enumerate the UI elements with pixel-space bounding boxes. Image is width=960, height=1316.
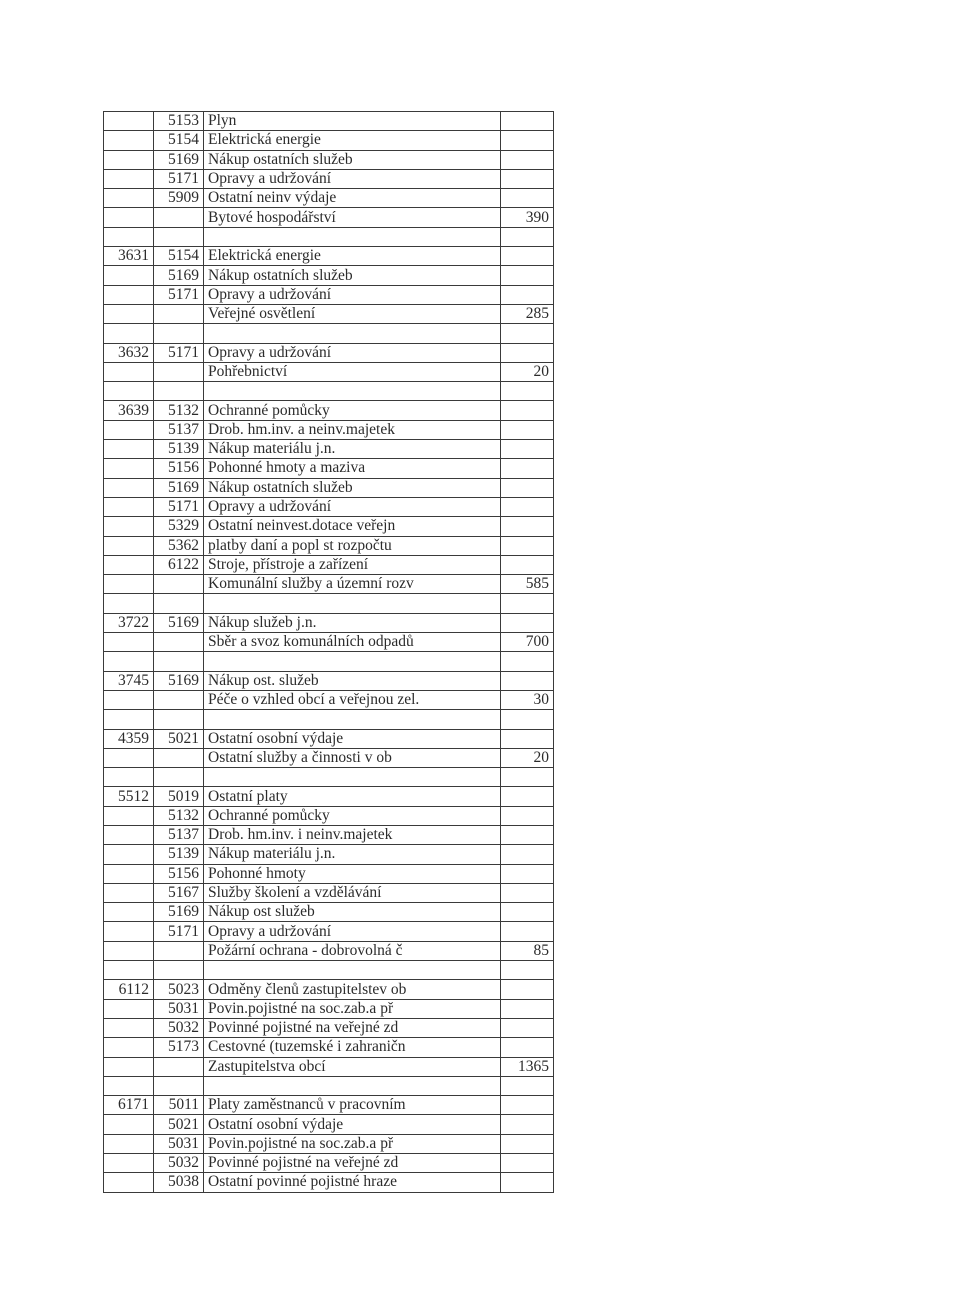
description-cell: Nákup ostatních služeb	[204, 478, 501, 497]
table-row	[104, 208, 554, 227]
table-row	[104, 189, 554, 208]
description-cell: Sběr a svoz komunálních odpadů	[204, 633, 501, 652]
description-cell: Povinné pojistné na veřejné zd	[204, 1154, 501, 1173]
description-cell: Drob. hm.inv. i neinv.majetek	[204, 825, 501, 844]
amount-cell	[501, 787, 554, 806]
table-row	[104, 845, 554, 864]
paragraph-cell	[104, 961, 154, 980]
table-row	[104, 1134, 554, 1153]
table-row	[104, 1076, 554, 1095]
item-code-cell: 5154	[154, 247, 204, 266]
amount-cell	[501, 497, 554, 516]
description-cell: Ostatní osobní výdaje	[204, 729, 501, 748]
item-code-cell: 5023	[154, 980, 204, 999]
paragraph-cell	[104, 555, 154, 574]
description-cell: Nákup ost služeb	[204, 903, 501, 922]
amount-cell	[501, 150, 554, 169]
table-row	[104, 671, 554, 690]
amount-cell	[501, 594, 554, 613]
description-cell: Opravy a udržování	[204, 922, 501, 941]
amount-cell	[501, 903, 554, 922]
description-cell: Nákup ost. služeb	[204, 671, 501, 690]
paragraph-cell: 5512	[104, 787, 154, 806]
description-cell: Elektrická energie	[204, 247, 501, 266]
item-code-cell: 5132	[154, 806, 204, 825]
paragraph-cell	[104, 266, 154, 285]
paragraph-cell	[104, 652, 154, 671]
paragraph-cell	[104, 575, 154, 594]
item-code-cell: 5032	[154, 1018, 204, 1037]
description-cell: Služby školení a vzdělávání	[204, 883, 501, 902]
description-cell: Povin.pojistné na soc.zab.a př	[204, 1134, 501, 1153]
item-code-cell: 5169	[154, 478, 204, 497]
paragraph-cell	[104, 633, 154, 652]
paragraph-cell	[104, 227, 154, 246]
table-row	[104, 1096, 554, 1115]
paragraph-cell	[104, 999, 154, 1018]
item-code-cell: 5153	[154, 112, 204, 131]
description-cell: Opravy a udržování	[204, 343, 501, 362]
description-cell: Ostatní služby a činnosti v ob	[204, 748, 501, 767]
amount-cell	[501, 961, 554, 980]
item-code-cell: 5031	[154, 1134, 204, 1153]
table-row	[104, 112, 554, 131]
table-row	[104, 266, 554, 285]
description-cell: platby daní a popl st rozpočtu	[204, 536, 501, 555]
description-cell: Ostatní neinvest.dotace veřejn	[204, 517, 501, 536]
paragraph-cell	[104, 1038, 154, 1057]
table-row	[104, 961, 554, 980]
table-row	[104, 652, 554, 671]
item-code-cell: 5137	[154, 825, 204, 844]
item-code-cell	[154, 304, 204, 323]
item-code-cell: 5032	[154, 1154, 204, 1173]
amount-cell	[501, 536, 554, 555]
table-row	[104, 1173, 554, 1192]
table-row	[104, 613, 554, 632]
description-cell: Nákup materiálu j.n.	[204, 440, 501, 459]
amount-cell	[501, 517, 554, 536]
amount-cell	[501, 806, 554, 825]
item-code-cell: 5031	[154, 999, 204, 1018]
paragraph-cell	[104, 420, 154, 439]
item-code-cell: 5137	[154, 420, 204, 439]
table-row	[104, 169, 554, 188]
description-cell: Pohonné hmoty a maziva	[204, 459, 501, 478]
paragraph-cell	[104, 845, 154, 864]
item-code-cell: 5909	[154, 189, 204, 208]
table-row	[104, 999, 554, 1018]
item-code-cell: 5169	[154, 150, 204, 169]
paragraph-cell	[104, 362, 154, 381]
item-code-cell	[154, 690, 204, 709]
table-row	[104, 883, 554, 902]
table-row	[104, 941, 554, 960]
table-row	[104, 401, 554, 420]
paragraph-cell	[104, 208, 154, 227]
paragraph-cell	[104, 131, 154, 150]
amount-cell	[501, 189, 554, 208]
paragraph-cell	[104, 825, 154, 844]
paragraph-cell	[104, 690, 154, 709]
amount-cell	[501, 768, 554, 787]
table-row	[104, 227, 554, 246]
paragraph-cell	[104, 1018, 154, 1037]
table-row	[104, 1057, 554, 1076]
item-code-cell: 5171	[154, 285, 204, 304]
description-cell: Ostatní neinv výdaje	[204, 189, 501, 208]
item-code-cell: 5132	[154, 401, 204, 420]
description-cell: Ostatní osobní výdaje	[204, 1115, 501, 1134]
description-cell	[204, 710, 501, 729]
table-row	[104, 478, 554, 497]
table-row	[104, 922, 554, 941]
table-row	[104, 304, 554, 323]
item-code-cell: 5156	[154, 459, 204, 478]
table-row	[104, 247, 554, 266]
description-cell: Cestovné (tuzemské i zahraničn	[204, 1038, 501, 1057]
description-cell: Opravy a udržování	[204, 497, 501, 516]
item-code-cell	[154, 594, 204, 613]
item-code-cell: 5156	[154, 864, 204, 883]
description-cell: Bytové hospodářství	[204, 208, 501, 227]
item-code-cell	[154, 768, 204, 787]
paragraph-cell: 3745	[104, 671, 154, 690]
description-cell	[204, 594, 501, 613]
table-row	[104, 440, 554, 459]
amount-cell	[501, 1154, 554, 1173]
item-code-cell	[154, 208, 204, 227]
table-row	[104, 980, 554, 999]
amount-cell	[501, 652, 554, 671]
description-cell: Nákup ostatních služeb	[204, 266, 501, 285]
table-row	[104, 459, 554, 478]
description-cell: Stroje, přístroje a zařízení	[204, 555, 501, 574]
item-code-cell: 5169	[154, 903, 204, 922]
paragraph-cell	[104, 903, 154, 922]
table-row	[104, 555, 554, 574]
table-row	[104, 131, 554, 150]
item-code-cell	[154, 961, 204, 980]
description-cell: Ochranné pomůcky	[204, 806, 501, 825]
amount-cell	[501, 864, 554, 883]
paragraph-cell	[104, 1154, 154, 1173]
description-cell	[204, 768, 501, 787]
item-code-cell	[154, 710, 204, 729]
amount-cell	[501, 729, 554, 748]
amount-cell	[501, 1038, 554, 1057]
amount-cell: 390	[501, 208, 554, 227]
table-row	[104, 575, 554, 594]
table-row	[104, 324, 554, 343]
amount-cell	[501, 980, 554, 999]
description-cell: Pohonné hmoty	[204, 864, 501, 883]
table-row	[104, 903, 554, 922]
table-row	[104, 536, 554, 555]
amount-cell	[501, 266, 554, 285]
description-cell	[204, 227, 501, 246]
paragraph-cell: 3632	[104, 343, 154, 362]
amount-cell	[501, 613, 554, 632]
item-code-cell: 5169	[154, 613, 204, 632]
table-row	[104, 690, 554, 709]
item-code-cell	[154, 748, 204, 767]
table-row	[104, 420, 554, 439]
description-cell: Povin.pojistné na soc.zab.a př	[204, 999, 501, 1018]
amount-cell	[501, 112, 554, 131]
description-cell: Platy zaměstnanců v pracovním	[204, 1096, 501, 1115]
table-row	[104, 1154, 554, 1173]
description-cell: Opravy a udržování	[204, 169, 501, 188]
item-code-cell: 5171	[154, 497, 204, 516]
paragraph-cell	[104, 710, 154, 729]
item-code-cell: 5139	[154, 440, 204, 459]
table-row	[104, 864, 554, 883]
paragraph-cell	[104, 768, 154, 787]
table-row	[104, 633, 554, 652]
description-cell: Ostatní povinné pojistné hraze	[204, 1173, 501, 1192]
description-cell: Odměny členů zastupitelstev ob	[204, 980, 501, 999]
amount-cell	[501, 420, 554, 439]
amount-cell	[501, 169, 554, 188]
table-row	[104, 343, 554, 362]
paragraph-cell	[104, 941, 154, 960]
paragraph-cell	[104, 536, 154, 555]
amount-cell: 700	[501, 633, 554, 652]
table-row	[104, 1018, 554, 1037]
amount-cell: 30	[501, 690, 554, 709]
amount-cell	[501, 1076, 554, 1095]
description-cell	[204, 652, 501, 671]
paragraph-cell	[104, 189, 154, 208]
amount-cell	[501, 227, 554, 246]
amount-cell: 20	[501, 748, 554, 767]
description-cell	[204, 961, 501, 980]
item-code-cell: 5019	[154, 787, 204, 806]
description-cell: Nákup materiálu j.n.	[204, 845, 501, 864]
paragraph-cell	[104, 1115, 154, 1134]
amount-cell	[501, 247, 554, 266]
table-row	[104, 825, 554, 844]
paragraph-cell	[104, 382, 154, 401]
paragraph-cell	[104, 1173, 154, 1192]
item-code-cell: 5171	[154, 343, 204, 362]
amount-cell: 1365	[501, 1057, 554, 1076]
paragraph-cell: 3722	[104, 613, 154, 632]
table-row	[104, 768, 554, 787]
description-cell: Plyn	[204, 112, 501, 131]
item-code-cell	[154, 227, 204, 246]
paragraph-cell	[104, 459, 154, 478]
amount-cell	[501, 478, 554, 497]
item-code-cell	[154, 382, 204, 401]
amount-cell	[501, 1096, 554, 1115]
amount-cell	[501, 343, 554, 362]
amount-cell	[501, 922, 554, 941]
paragraph-cell	[104, 517, 154, 536]
amount-cell	[501, 1134, 554, 1153]
table-row	[104, 594, 554, 613]
item-code-cell: 5021	[154, 729, 204, 748]
description-cell: Opravy a udržování	[204, 285, 501, 304]
item-code-cell: 6122	[154, 555, 204, 574]
table-row	[104, 1115, 554, 1134]
paragraph-cell	[104, 922, 154, 941]
item-code-cell	[154, 633, 204, 652]
table-row	[104, 1038, 554, 1057]
description-cell: Nákup služeb j.n.	[204, 613, 501, 632]
description-cell: Drob. hm.inv. a neinv.majetek	[204, 420, 501, 439]
item-code-cell: 5173	[154, 1038, 204, 1057]
amount-cell	[501, 883, 554, 902]
amount-cell: 285	[501, 304, 554, 323]
amount-cell	[501, 440, 554, 459]
paragraph-cell	[104, 1134, 154, 1153]
paragraph-cell	[104, 285, 154, 304]
item-code-cell	[154, 941, 204, 960]
item-code-cell: 5169	[154, 671, 204, 690]
paragraph-cell	[104, 169, 154, 188]
description-cell	[204, 382, 501, 401]
item-code-cell: 5167	[154, 883, 204, 902]
paragraph-cell: 6171	[104, 1096, 154, 1115]
table-row	[104, 150, 554, 169]
description-cell: Pohřebnictví	[204, 362, 501, 381]
amount-cell: 585	[501, 575, 554, 594]
description-cell: Nákup ostatních služeb	[204, 150, 501, 169]
item-code-cell: 5362	[154, 536, 204, 555]
description-cell: Ochranné pomůcky	[204, 401, 501, 420]
item-code-cell: 5329	[154, 517, 204, 536]
paragraph-cell	[104, 304, 154, 323]
amount-cell: 85	[501, 941, 554, 960]
paragraph-cell	[104, 440, 154, 459]
item-code-cell: 5169	[154, 266, 204, 285]
description-cell: Veřejné osvětlení	[204, 304, 501, 323]
table-row	[104, 362, 554, 381]
amount-cell	[501, 1115, 554, 1134]
amount-cell	[501, 710, 554, 729]
item-code-cell	[154, 362, 204, 381]
description-cell: Péče o vzhled obcí a veřejnou zel.	[204, 690, 501, 709]
amount-cell	[501, 825, 554, 844]
paragraph-cell	[104, 112, 154, 131]
item-code-cell: 5171	[154, 922, 204, 941]
item-code-cell: 5038	[154, 1173, 204, 1192]
paragraph-cell	[104, 864, 154, 883]
table-row	[104, 787, 554, 806]
item-code-cell: 5021	[154, 1115, 204, 1134]
item-code-cell	[154, 575, 204, 594]
budget-table-body	[104, 112, 554, 1193]
amount-cell	[501, 401, 554, 420]
paragraph-cell	[104, 324, 154, 343]
paragraph-cell	[104, 1057, 154, 1076]
paragraph-cell	[104, 806, 154, 825]
paragraph-cell: 4359	[104, 729, 154, 748]
item-code-cell	[154, 1076, 204, 1095]
item-code-cell	[154, 652, 204, 671]
item-code-cell: 5171	[154, 169, 204, 188]
amount-cell	[501, 671, 554, 690]
table-row	[104, 710, 554, 729]
table-row	[104, 497, 554, 516]
description-cell	[204, 324, 501, 343]
description-cell	[204, 1076, 501, 1095]
item-code-cell: 5154	[154, 131, 204, 150]
description-cell: Elektrická energie	[204, 131, 501, 150]
table-row	[104, 748, 554, 767]
table-row	[104, 382, 554, 401]
paragraph-cell	[104, 150, 154, 169]
paragraph-cell	[104, 478, 154, 497]
amount-cell	[501, 459, 554, 478]
description-cell: Ostatní platy	[204, 787, 501, 806]
item-code-cell: 5011	[154, 1096, 204, 1115]
table-row	[104, 517, 554, 536]
item-code-cell	[154, 324, 204, 343]
paragraph-cell	[104, 497, 154, 516]
budget-table	[103, 111, 554, 1193]
table-row	[104, 729, 554, 748]
description-cell: Požární ochrana - dobrovolná č	[204, 941, 501, 960]
item-code-cell	[154, 1057, 204, 1076]
amount-cell	[501, 285, 554, 304]
paragraph-cell: 3631	[104, 247, 154, 266]
paragraph-cell: 3639	[104, 401, 154, 420]
paragraph-cell	[104, 594, 154, 613]
item-code-cell: 5139	[154, 845, 204, 864]
amount-cell	[501, 999, 554, 1018]
paragraph-cell	[104, 883, 154, 902]
amount-cell	[501, 845, 554, 864]
amount-cell	[501, 131, 554, 150]
description-cell: Komunální služby a územní rozv	[204, 575, 501, 594]
paragraph-cell	[104, 1076, 154, 1095]
amount-cell	[501, 324, 554, 343]
amount-cell	[501, 555, 554, 574]
amount-cell: 20	[501, 362, 554, 381]
description-cell: Povinné pojistné na veřejné zd	[204, 1018, 501, 1037]
amount-cell	[501, 1173, 554, 1192]
amount-cell	[501, 1018, 554, 1037]
table-row	[104, 806, 554, 825]
description-cell: Zastupitelstva obcí	[204, 1057, 501, 1076]
table-row	[104, 285, 554, 304]
amount-cell	[501, 382, 554, 401]
paragraph-cell	[104, 748, 154, 767]
paragraph-cell: 6112	[104, 980, 154, 999]
